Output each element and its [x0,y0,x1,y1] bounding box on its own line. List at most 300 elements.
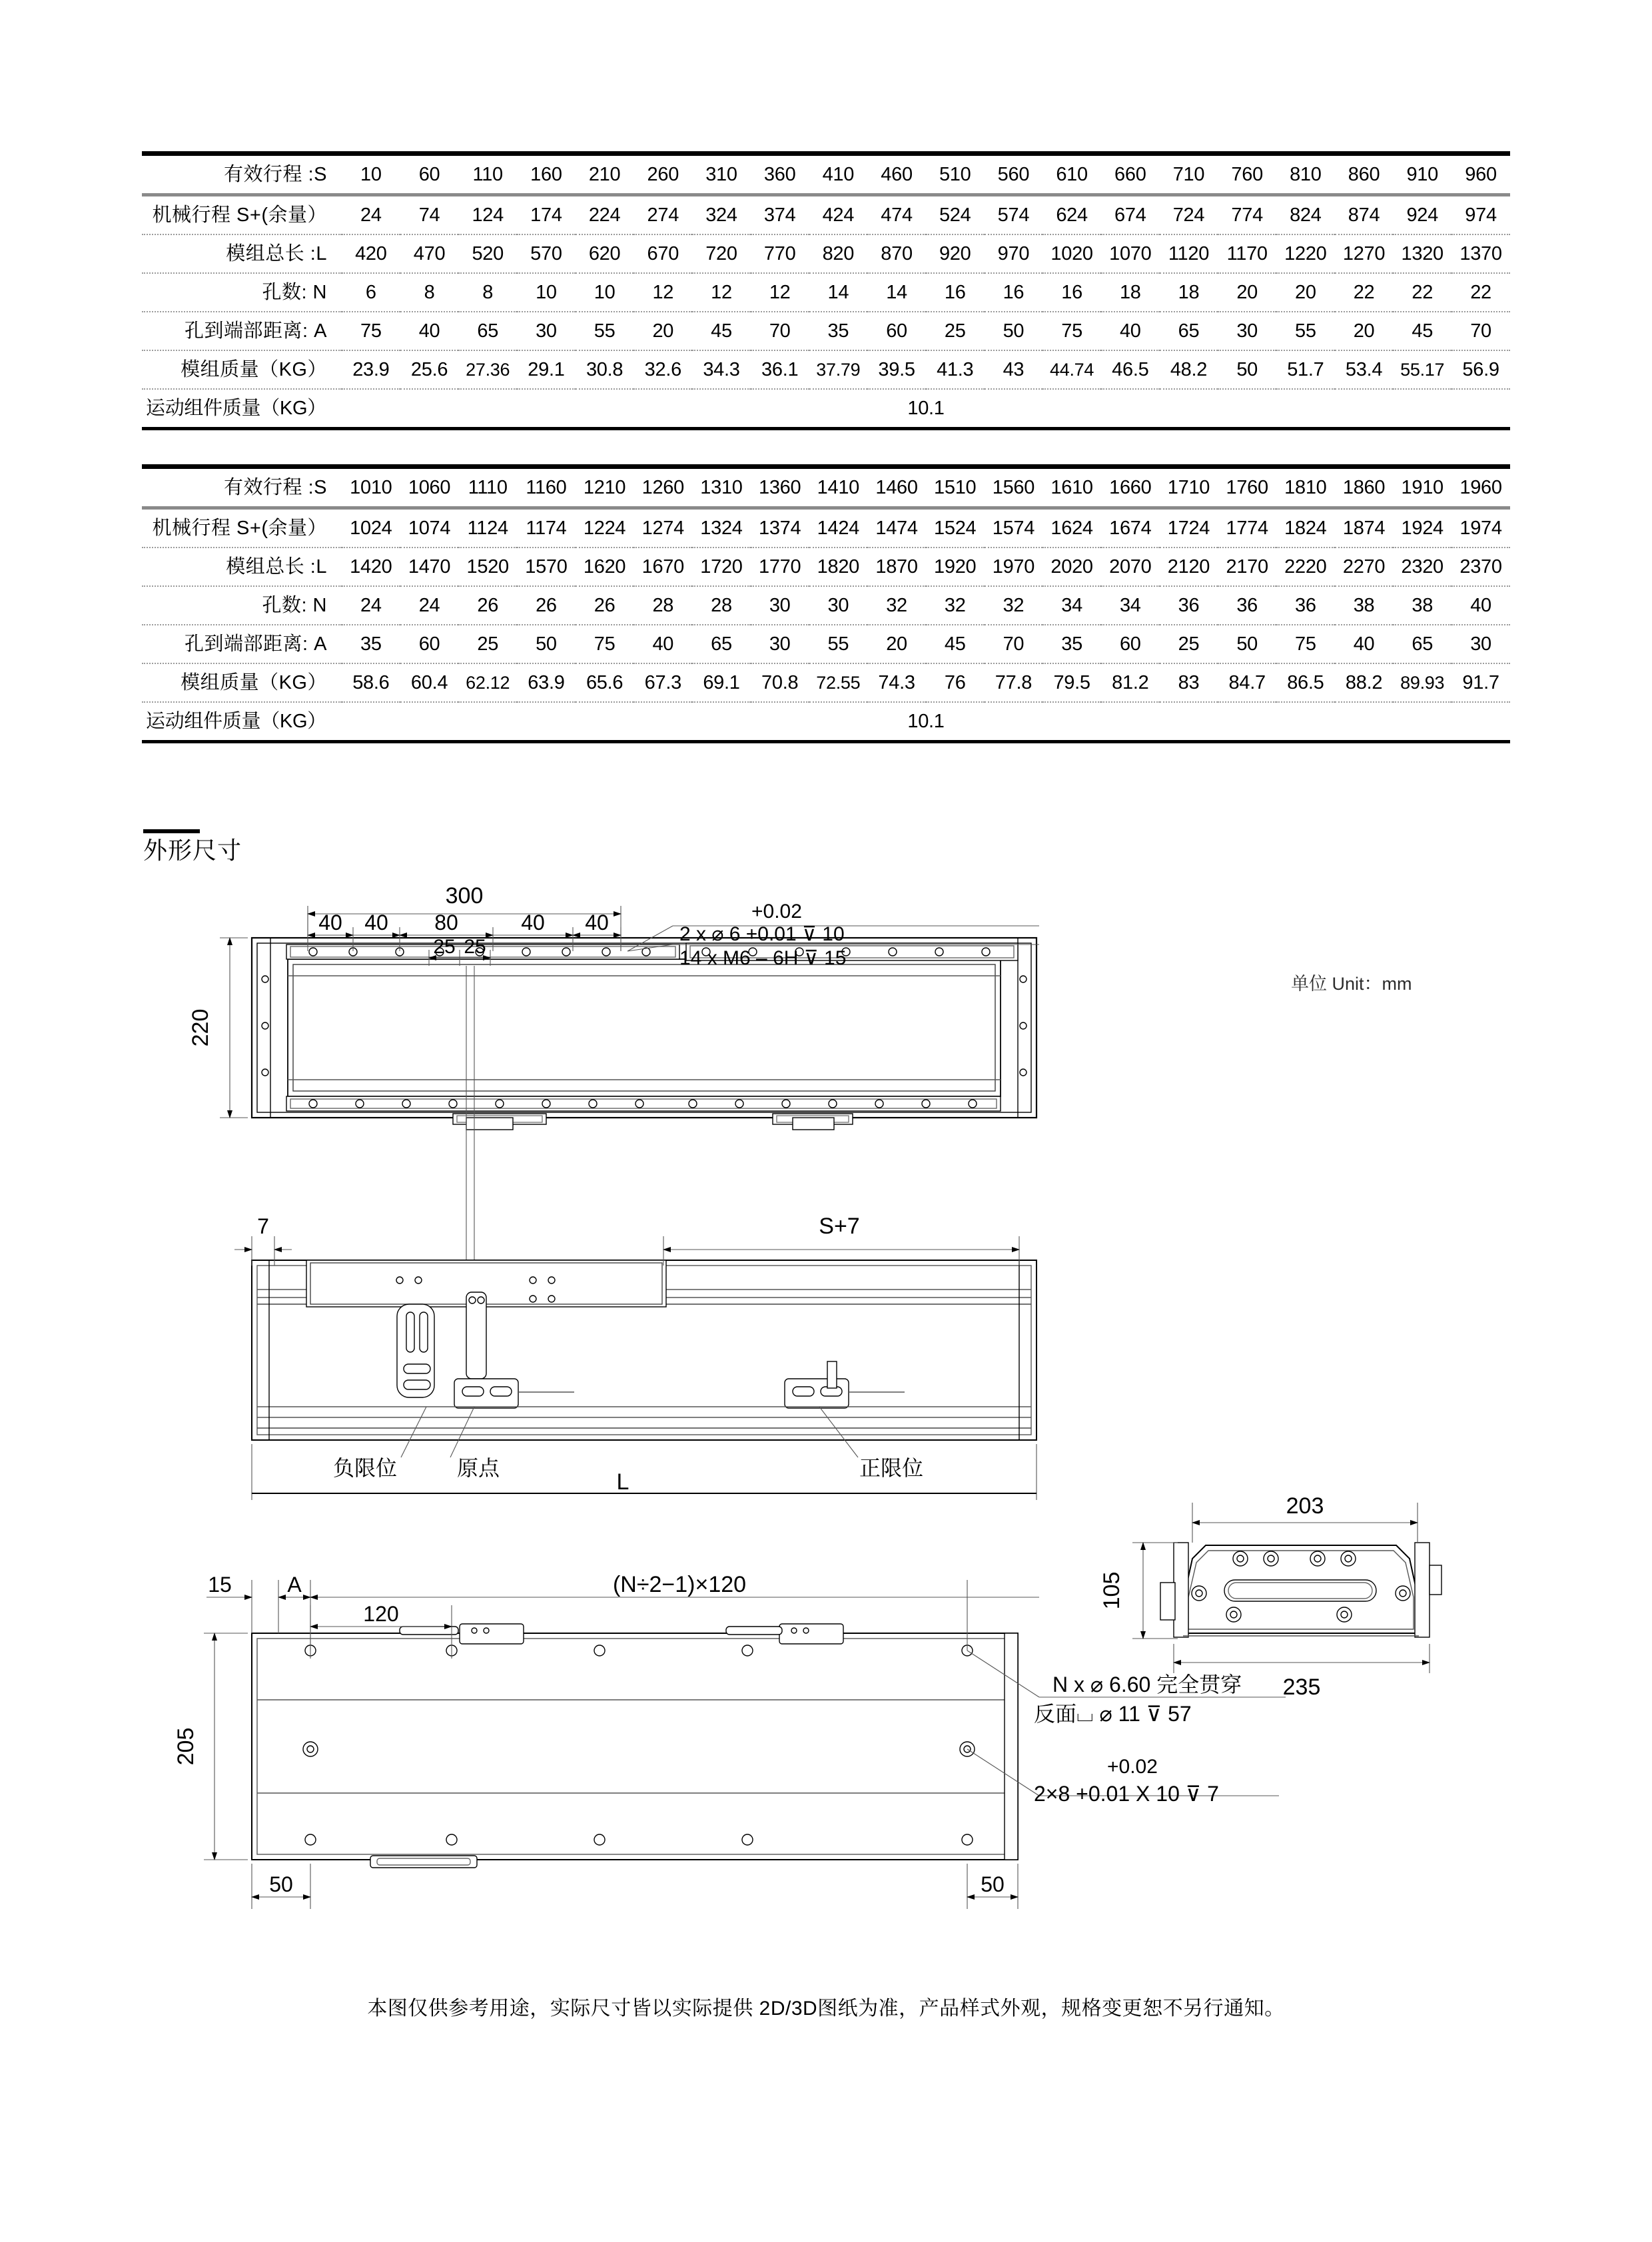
dim-bottom-pitch: 120 [363,1602,399,1626]
dim-end-top-width: 203 [1286,1493,1324,1519]
table-cell: 1174 [517,508,576,548]
table-cell: 520 [458,234,517,273]
table-summary-row [142,389,1510,429]
table-cell: 25.6 [400,350,459,389]
table-cell: 8 [458,273,517,312]
table-cell: 1260 [633,467,692,508]
table-cell: 84.7 [1218,663,1276,702]
summary-value: 10.1 [342,389,1510,429]
table-cell: 2070 [1101,548,1160,586]
table-cell: 79.5 [1042,663,1101,702]
callout-bore: 2 x ⌀ 6 +0.01 ⊽ 10 [679,923,845,945]
table-cell: 60 [400,625,459,663]
table-cell: 1024 [342,508,400,548]
callout-bore-tolerance: +0.02 [751,901,802,923]
table-cell: 10 [342,154,400,195]
table-cell: 1970 [985,548,1043,586]
table-cell: 76 [926,663,985,702]
table-cell: 1210 [576,467,634,508]
table-cell: 1120 [1160,234,1218,273]
table-cell: 2220 [1276,548,1335,586]
table-cell: 45 [1393,312,1451,350]
unit-note: 单位 Unit：mm [1291,974,1412,994]
table-cell: 55 [809,625,868,663]
table-cell: 65.6 [576,663,634,702]
table-cell: 60 [867,312,926,350]
table-cell: 1910 [1393,467,1451,508]
table-cell: 65 [458,312,517,350]
table-cell: 55.17 [1393,350,1451,389]
footer-disclaimer: 本图仅供参考用途，实际尺寸皆以实际提供 2D/3D图纸为准，产品样式外观，规格变更恕不另行通知。 [367,1998,1285,2020]
table-cell: 32 [985,586,1043,625]
table-cell: 30 [809,586,868,625]
table-cell: 1570 [517,548,576,586]
table-cell: 20 [867,625,926,663]
table-row [142,234,1510,273]
callout-thread: 14 x M6 – 6H ⊽ 15 [679,947,847,969]
table-cell: 6 [342,273,400,312]
table-cell: 48.2 [1160,350,1218,389]
table-cell: 28 [692,586,751,625]
table-cell: 1674 [1101,508,1160,548]
table-cell: 720 [692,234,751,273]
table-cell: 110 [458,154,517,195]
table-cell: 810 [1276,154,1335,195]
table-cell: 70 [985,625,1043,663]
table-cell: 40 [1101,312,1160,350]
table-cell: 77.8 [985,663,1043,702]
table-cell: 160 [517,154,576,195]
table-cell: 410 [809,154,868,195]
table-cell: 1510 [926,467,985,508]
dim-bottom-span: (N÷2−1)×120 [612,1572,747,1597]
table-cell: 1810 [1276,467,1335,508]
table-cell: 670 [633,234,692,273]
table-cell: 36 [1218,586,1276,625]
table-cell: 2120 [1160,548,1218,586]
table-cell: 60 [400,154,459,195]
summary-value: 10.1 [342,702,1510,742]
table-cell: 70.8 [751,663,809,702]
table-row [142,467,1510,508]
table-cell: 22 [1393,273,1451,312]
table-cell: 40 [633,625,692,663]
table-cell: 1124 [458,508,517,548]
table-cell: 2020 [1042,548,1101,586]
table-cell: 524 [926,195,985,235]
table-cell: 1820 [809,548,868,586]
table-cell: 1110 [458,467,517,508]
table-cell: 1010 [342,467,400,508]
table-cell: 65 [692,625,751,663]
table-cell: 274 [633,195,692,235]
summary-label: 运动组件质量（KG） [142,702,342,742]
table-cell: 724 [1160,195,1218,235]
row-label: 有效行程 :S [142,467,342,508]
table-cell: 34.3 [692,350,751,389]
table-cell: 20 [1335,312,1394,350]
dim-total-length: L [616,1469,629,1495]
table-cell: 1310 [692,467,751,508]
dim-end-offset: 7 [257,1214,269,1238]
table-cell: 960 [1451,154,1510,195]
table-row [142,548,1510,586]
table-summary-row [142,702,1510,742]
row-label: 模组质量（KG） [142,663,342,702]
table-cell: 23.9 [342,350,400,389]
table-cell: 324 [692,195,751,235]
table-cell: 8 [400,273,459,312]
table-cell: 39.5 [867,350,926,389]
table-cell: 30 [751,586,809,625]
table-cell: 1670 [633,548,692,586]
table-cell: 81.2 [1101,663,1160,702]
table-cell: 1324 [692,508,751,548]
table-cell: 560 [985,154,1043,195]
dim-bottom-height: 205 [173,1727,199,1766]
table-cell: 1520 [458,548,517,586]
row-label: 孔到端部距离: A [142,625,342,663]
table-cell: 30.8 [576,350,634,389]
table-cell: 124 [458,195,517,235]
table-cell: 1770 [751,548,809,586]
table-cell: 75 [1276,625,1335,663]
table-cell: 470 [400,234,459,273]
table-cell: 1060 [400,467,459,508]
table-cell: 27.36 [458,350,517,389]
table-cell: 620 [576,234,634,273]
end-view-drawing [1160,1543,1442,1637]
table-cell: 674 [1101,195,1160,235]
label-origin: 原点 [456,1456,500,1480]
table-cell: 1270 [1335,234,1394,273]
table-cell: 420 [342,234,400,273]
table-cell: 58.6 [342,663,400,702]
dim-sub-1: 25 [433,936,456,958]
row-label: 孔到端部距离: A [142,312,342,350]
side-view-drawing [252,1260,1036,1440]
dim-bottom-edge: 15 [208,1573,232,1597]
table-cell: 1724 [1160,508,1218,548]
table-cell: 18 [1101,273,1160,312]
table-cell: 760 [1218,154,1276,195]
table-cell: 83 [1160,663,1218,702]
table-cell: 34 [1101,586,1160,625]
table-cell: 310 [692,154,751,195]
table-cell: 260 [633,154,692,195]
table-cell: 25 [458,625,517,663]
table-cell: 32 [867,586,926,625]
table-cell: 35 [809,312,868,350]
table-cell: 1710 [1160,467,1218,508]
table-cell: 50 [1218,350,1276,389]
table-cell: 53.4 [1335,350,1394,389]
table-cell: 1720 [692,548,751,586]
table-cell: 18 [1160,273,1218,312]
table-cell: 1860 [1335,467,1394,508]
table-cell: 1274 [633,508,692,548]
table-cell: 12 [751,273,809,312]
table-cell: 44.74 [1042,350,1101,389]
table-cell: 16 [1042,273,1101,312]
table-cell: 1360 [751,467,809,508]
label-positive-limit: 正限位 [859,1456,924,1480]
table-cell: 40 [1335,625,1394,663]
table-cell: 65 [1393,625,1451,663]
table-cell: 75 [576,625,634,663]
table-cell: 51.7 [1276,350,1335,389]
table-cell: 10 [517,273,576,312]
row-label: 有效行程 :S [142,154,342,195]
table-cell: 860 [1335,154,1394,195]
table-cell: 924 [1393,195,1451,235]
table-cell: 474 [867,195,926,235]
table-cell: 1320 [1393,234,1451,273]
table-cell: 75 [342,312,400,350]
table-cell: 20 [633,312,692,350]
drawings-svg [0,866,1652,1985]
dim-stroke: S+7 [819,1214,860,1239]
table-cell: 50 [985,312,1043,350]
table-cell: 1620 [576,548,634,586]
table-cell: 41.3 [926,350,985,389]
table-cell: 2270 [1335,548,1394,586]
table-cell: 16 [985,273,1043,312]
table-cell: 460 [867,154,926,195]
table-cell: 35 [342,625,400,663]
table-cell: 1220 [1276,234,1335,273]
table-cell: 2170 [1218,548,1276,586]
table-cell: 374 [751,195,809,235]
table-row [142,273,1510,312]
dimension-drawings [0,866,1652,1985]
table-cell: 424 [809,195,868,235]
table-cell: 1920 [926,548,985,586]
dim-end-height: 105 [1099,1571,1124,1610]
table-cell: 970 [985,234,1043,273]
dim-top-view-height: 220 [188,1008,213,1047]
table-row [142,625,1510,663]
table-cell: 1824 [1276,508,1335,548]
dim-seg-2: 40 [364,911,388,934]
table-cell: 12 [692,273,751,312]
table-cell: 60.4 [400,663,459,702]
table-cell: 36.1 [751,350,809,389]
table-cell: 624 [1042,195,1101,235]
table-cell: 32 [926,586,985,625]
table-cell: 35 [1042,625,1101,663]
table-cell: 32.6 [633,350,692,389]
table-cell: 89.93 [1393,663,1451,702]
table-cell: 12 [633,273,692,312]
table-cell: 25 [926,312,985,350]
table-cell: 1224 [576,508,634,548]
table-cell: 88.2 [1335,663,1394,702]
table-cell: 1170 [1218,234,1276,273]
table-cell: 770 [751,234,809,273]
table-cell: 45 [926,625,985,663]
table-cell: 974 [1451,195,1510,235]
table-row [142,350,1510,389]
table-cell: 1410 [809,467,868,508]
row-label: 孔数: N [142,273,342,312]
table-cell: 60 [1101,625,1160,663]
bottom-view-drawing [252,1624,1018,1868]
table-cell: 40 [1451,586,1510,625]
table-row [142,312,1510,350]
table-row [142,663,1510,702]
dim-overall-width: 300 [445,883,484,909]
table-cell: 74 [400,195,459,235]
table-cell: 36 [1276,586,1335,625]
table-cell: 29.1 [517,350,576,389]
table-cell: 69.1 [692,663,751,702]
table-cell: 14 [867,273,926,312]
table-cell: 10 [576,273,634,312]
callout-dowel-tolerance: +0.02 [1107,1756,1158,1778]
table-cell: 86.5 [1276,663,1335,702]
dim-seg-1: 40 [318,911,342,934]
table-cell: 56.9 [1451,350,1510,389]
table-row [142,154,1510,195]
table-cell: 1070 [1101,234,1160,273]
heading-rule [143,829,200,833]
table-cell: 570 [517,234,576,273]
table-cell: 1460 [867,467,926,508]
table-cell: 574 [985,195,1043,235]
row-label: 孔数: N [142,586,342,625]
table-cell: 20 [1218,273,1276,312]
row-label: 机械行程 S+(余量） [142,195,342,235]
table-cell: 210 [576,154,634,195]
table-cell: 26 [576,586,634,625]
dim-seg-4: 40 [521,911,545,934]
table-cell: 43 [985,350,1043,389]
table-cell: 1074 [400,508,459,548]
table-cell: 24 [342,195,400,235]
table-cell: 34 [1042,586,1101,625]
table-cell: 1370 [1451,234,1510,273]
table-cell: 1470 [400,548,459,586]
table-cell: 174 [517,195,576,235]
summary-label: 运动组件质量（KG） [142,389,342,429]
table-cell: 920 [926,234,985,273]
table-cell: 26 [517,586,576,625]
table-cell: 710 [1160,154,1218,195]
table-cell: 24 [400,586,459,625]
dim-bottom-right-offset: 50 [981,1872,1005,1896]
table-cell: 46.5 [1101,350,1160,389]
table-cell: 824 [1276,195,1335,235]
table-cell: 38 [1335,586,1394,625]
table-cell: 1474 [867,508,926,548]
table-cell: 910 [1393,154,1451,195]
callout-counterbore: 反面⌴ ⌀ 11 ⊽ 57 [1034,1702,1192,1726]
table-cell: 20 [1276,273,1335,312]
table-cell: 62.12 [458,663,517,702]
callout-thru-holes: N x ⌀ 6.60 完全贯穿 [1052,1673,1242,1696]
table-cell: 1524 [926,508,985,548]
table-cell: 510 [926,154,985,195]
table-cell: 1624 [1042,508,1101,548]
table-cell: 36 [1160,586,1218,625]
table-cell: 30 [751,625,809,663]
table-cell: 72.55 [809,663,868,702]
table-cell: 74.3 [867,663,926,702]
table-cell: 1760 [1218,467,1276,508]
table-cell: 55 [576,312,634,350]
table-cell: 820 [809,234,868,273]
label-negative-limit: 负限位 [332,1456,398,1480]
row-label: 模组总长 :L [142,548,342,586]
dim-sub-2: 25 [464,936,486,958]
table-cell: 14 [809,273,868,312]
row-label: 模组质量（KG） [142,350,342,389]
table-cell: 30 [517,312,576,350]
table-cell: 50 [517,625,576,663]
table-row [142,586,1510,625]
table-cell: 1870 [867,548,926,586]
dim-end-bottom-width: 235 [1282,1675,1321,1700]
table-cell: 1424 [809,508,868,548]
table-cell: 70 [751,312,809,350]
row-label: 模组总长 :L [142,234,342,273]
table-cell: 37.79 [809,350,868,389]
table-cell: 65 [1160,312,1218,350]
table-cell: 360 [751,154,809,195]
table-cell: 24 [342,586,400,625]
table-cell: 1020 [1042,234,1101,273]
section-heading-dimensions [143,829,476,864]
table-cell: 1574 [985,508,1043,548]
table-cell: 38 [1393,586,1451,625]
dim-bottom-a: A [287,1573,302,1597]
table-cell: 63.9 [517,663,576,702]
top-view-drawing [252,938,1036,1130]
dim-seg-3: 80 [434,911,458,934]
table-cell: 1610 [1042,467,1101,508]
table-row [142,195,1510,235]
table-cell: 16 [926,273,985,312]
table-cell: 40 [400,312,459,350]
table-cell: 610 [1042,154,1101,195]
table-cell: 55 [1276,312,1335,350]
table-cell: 50 [1218,625,1276,663]
table-cell: 1874 [1335,508,1394,548]
table-cell: 870 [867,234,926,273]
table-cell: 30 [1451,625,1510,663]
spec-table-1 [142,151,1510,430]
table-cell: 1420 [342,548,400,586]
table-row [142,508,1510,548]
table-cell: 30 [1218,312,1276,350]
table-cell: 2320 [1393,548,1451,586]
table-cell: 1774 [1218,508,1276,548]
table-cell: 25 [1160,625,1218,663]
callout-dowel: 2×8 +0.01 X 10 ⊽ 7 [1034,1782,1219,1806]
dim-seg-5: 40 [585,911,609,934]
table-cell: 1374 [751,508,809,548]
table-cell: 660 [1101,154,1160,195]
table-cell: 1960 [1451,467,1510,508]
table-cell: 224 [576,195,634,235]
row-label: 机械行程 S+(余量） [142,508,342,548]
table-cell: 67.3 [633,663,692,702]
table-cell: 26 [458,586,517,625]
table-cell: 45 [692,312,751,350]
dim-bottom-left-offset: 50 [269,1872,293,1896]
table-cell: 75 [1042,312,1101,350]
